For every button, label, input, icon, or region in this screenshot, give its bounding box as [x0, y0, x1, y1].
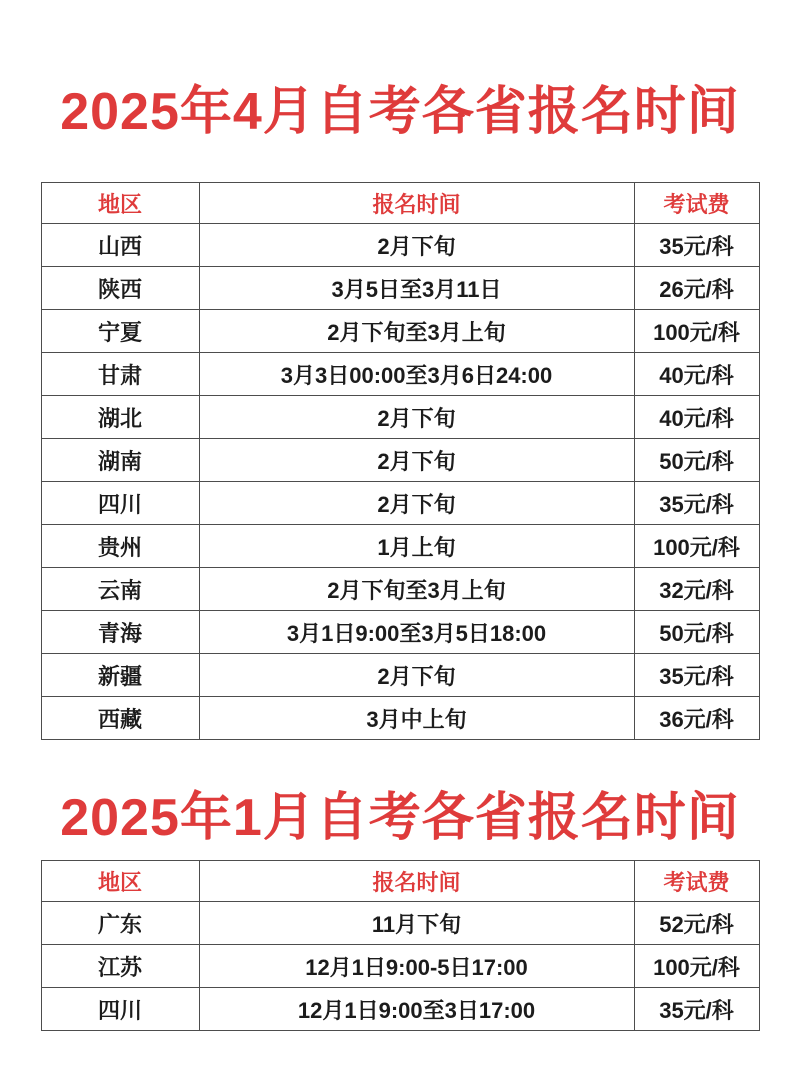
table-header-row: [41, 183, 759, 224]
time-cell: 11月下旬: [199, 902, 634, 945]
table-row: [41, 568, 759, 611]
time-cell: 12月1日9:00至3日17:00: [199, 988, 634, 1031]
table-header-row: [41, 861, 759, 902]
time-header: 报名时间: [199, 183, 634, 224]
table-row: [41, 525, 759, 568]
table-body: [41, 224, 759, 740]
fee-cell: 35元/科: [634, 482, 759, 525]
fee-cell: 40元/科: [634, 396, 759, 439]
fee-cell: 36元/科: [634, 697, 759, 740]
fee-cell: 26元/科: [634, 267, 759, 310]
header-row: [41, 861, 759, 902]
region-cell: 广东: [41, 902, 199, 945]
table-row: [41, 267, 759, 310]
region-cell: 湖南: [41, 439, 199, 482]
region-cell: 山西: [41, 224, 199, 267]
time-cell: 2月下旬至3月上旬: [199, 568, 634, 611]
time-cell: 1月上旬: [199, 525, 634, 568]
time-header: 报名时间: [199, 861, 634, 902]
time-cell: 2月下旬: [199, 439, 634, 482]
section-title-april: 2025年4月自考各省报名时间: [60, 83, 740, 141]
region-cell: 青海: [41, 611, 199, 654]
table-row: [41, 611, 759, 654]
time-cell: 2月下旬: [199, 396, 634, 439]
fee-cell: 100元/科: [634, 310, 759, 353]
region-cell: 新疆: [41, 654, 199, 697]
fee-cell: 50元/科: [634, 439, 759, 482]
table-row: [41, 439, 759, 482]
table-row: [41, 988, 759, 1031]
region-cell: 宁夏: [41, 310, 199, 353]
region-cell: 云南: [41, 568, 199, 611]
fee-header: 考试费: [634, 183, 759, 224]
table-row: [41, 310, 759, 353]
time-cell: 2月下旬: [199, 654, 634, 697]
fee-header: 考试费: [634, 861, 759, 902]
registration-table-april: [41, 182, 760, 740]
table-body: [41, 902, 759, 1031]
region-cell: 陕西: [41, 267, 199, 310]
table-row: [41, 353, 759, 396]
region-cell: 四川: [41, 988, 199, 1031]
region-cell: 湖北: [41, 396, 199, 439]
time-cell: 2月下旬至3月上旬: [199, 310, 634, 353]
fee-cell: 35元/科: [634, 988, 759, 1031]
region-cell: 贵州: [41, 525, 199, 568]
table-row: [41, 945, 759, 988]
fee-cell: 100元/科: [634, 525, 759, 568]
region-cell: 江苏: [41, 945, 199, 988]
region-cell: 甘肃: [41, 353, 199, 396]
fee-cell: 40元/科: [634, 353, 759, 396]
fee-cell: 32元/科: [634, 568, 759, 611]
table-row: [41, 396, 759, 439]
time-cell: 12月1日9:00-5日17:00: [199, 945, 634, 988]
region-header: 地区: [41, 183, 199, 224]
time-cell: 2月下旬: [199, 224, 634, 267]
section-january-2025: [0, 740, 800, 1031]
fee-cell: 35元/科: [634, 224, 759, 267]
header-row: [41, 183, 759, 224]
fee-cell: 35元/科: [634, 654, 759, 697]
section-title-january: 2025年1月自考各省报名时间: [60, 789, 740, 847]
time-cell: 3月3日00:00至3月6日24:00: [199, 353, 634, 396]
time-cell: 3月5日至3月11日: [199, 267, 634, 310]
table-row: [41, 697, 759, 740]
table-row: [41, 654, 759, 697]
table-row: [41, 482, 759, 525]
region-cell: 四川: [41, 482, 199, 525]
fee-cell: 100元/科: [634, 945, 759, 988]
table-row: [41, 224, 759, 267]
fee-cell: 52元/科: [634, 902, 759, 945]
registration-table-january: [41, 860, 760, 1031]
fee-cell: 50元/科: [634, 611, 759, 654]
region-cell: 西藏: [41, 697, 199, 740]
time-cell: 3月中上旬: [199, 697, 634, 740]
table-row: [41, 902, 759, 945]
time-cell: 2月下旬: [199, 482, 634, 525]
time-cell: 3月1日9:00至3月5日18:00: [199, 611, 634, 654]
region-header: 地区: [41, 861, 199, 902]
